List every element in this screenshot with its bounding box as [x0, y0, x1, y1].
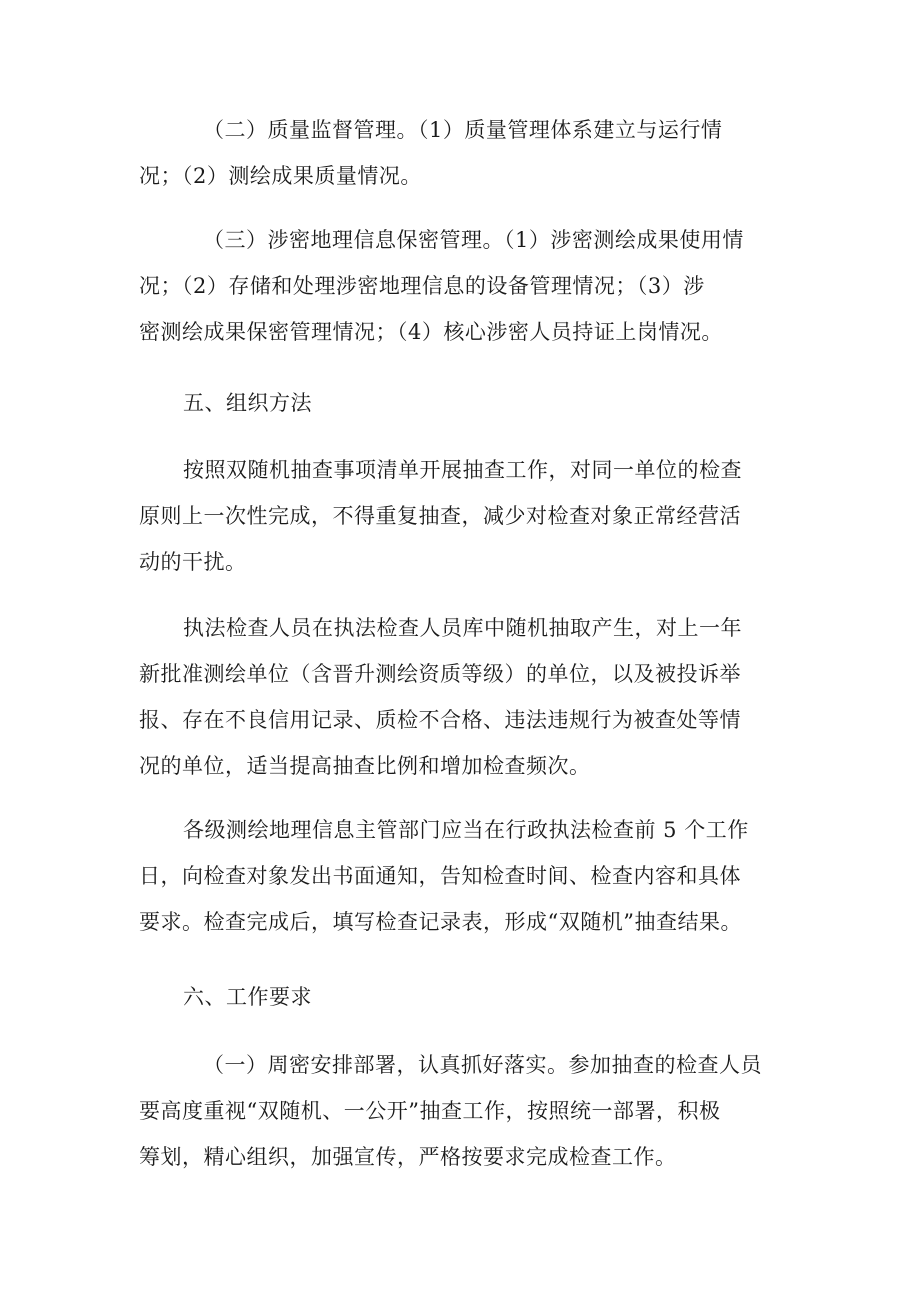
paragraph-line: 要高度重视“双随机、一公开”抽查工作，按照统一部署，积极: [139, 1099, 721, 1123]
paragraph-line: 新批准测绘单位（含晋升测绘资质等级）的单位，以及被投诉举: [139, 662, 741, 686]
paragraph-line: （二）质量监督管理。（1）质量管理体系建立与运行情: [203, 118, 723, 142]
paragraph-line: 执法检查人员在执法检查人员库中随机抽取产生，对上一年: [183, 616, 742, 640]
paragraph-notification: [139, 807, 749, 945]
section-heading-work-requirements: 六、工作要求: [183, 985, 312, 1009]
paragraph-line: 况的单位，适当提高抽查比例和增加检查频次。: [139, 754, 591, 778]
paragraph-line: 动的干扰。: [139, 550, 247, 574]
paragraph-line: 原则上一次性完成，不得重复抽查，减少对检查对象正常经营活: [139, 504, 741, 528]
paragraph-line: （一）周密安排部署，认真抓好落实。参加抽查的检查人员: [203, 1053, 762, 1077]
paragraph-quality-supervision: [139, 107, 722, 199]
paragraph-careful-arrangement: [139, 1042, 762, 1180]
paragraph-random-check-list: [139, 447, 742, 585]
paragraph-line: （三）涉密地理信息保密管理。（1）涉密测绘成果使用情: [203, 228, 744, 252]
paragraph-line: 筹划，精心组织，加强宣传，严格按要求完成检查工作。: [139, 1145, 677, 1169]
paragraph-line: 报、存在不良信用记录、质检不合格、违法违规行为被查处等情: [139, 708, 741, 732]
paragraph-confidential-geoinfo: [139, 217, 744, 355]
paragraph-line: 密测绘成果保密管理情况；（4）核心涉密人员持证上岗情况。: [139, 320, 723, 344]
paragraph-line: 况；（2）存储和处理涉密地理信息的设备管理情况；（3）涉: [139, 274, 705, 298]
paragraph-line: 按照双随机抽查事项清单开展抽查工作，对同一单位的检查: [183, 458, 742, 482]
paragraph-line: 各级测绘地理信息主管部门应当在行政执法检查前 5 个工作: [183, 818, 749, 842]
paragraph-inspector-selection: [139, 605, 742, 789]
paragraph-line: 况；（2）测绘成果质量情况。: [139, 164, 422, 188]
section-heading-organization-method: 五、组织方法: [183, 391, 312, 415]
paragraph-line: 要求。检查完成后，填写检查记录表，形成“双随机”抽查结果。: [139, 910, 742, 934]
paragraph-line: 日，向检查对象发出书面通知，告知检查时间、检查内容和具体: [139, 864, 741, 888]
